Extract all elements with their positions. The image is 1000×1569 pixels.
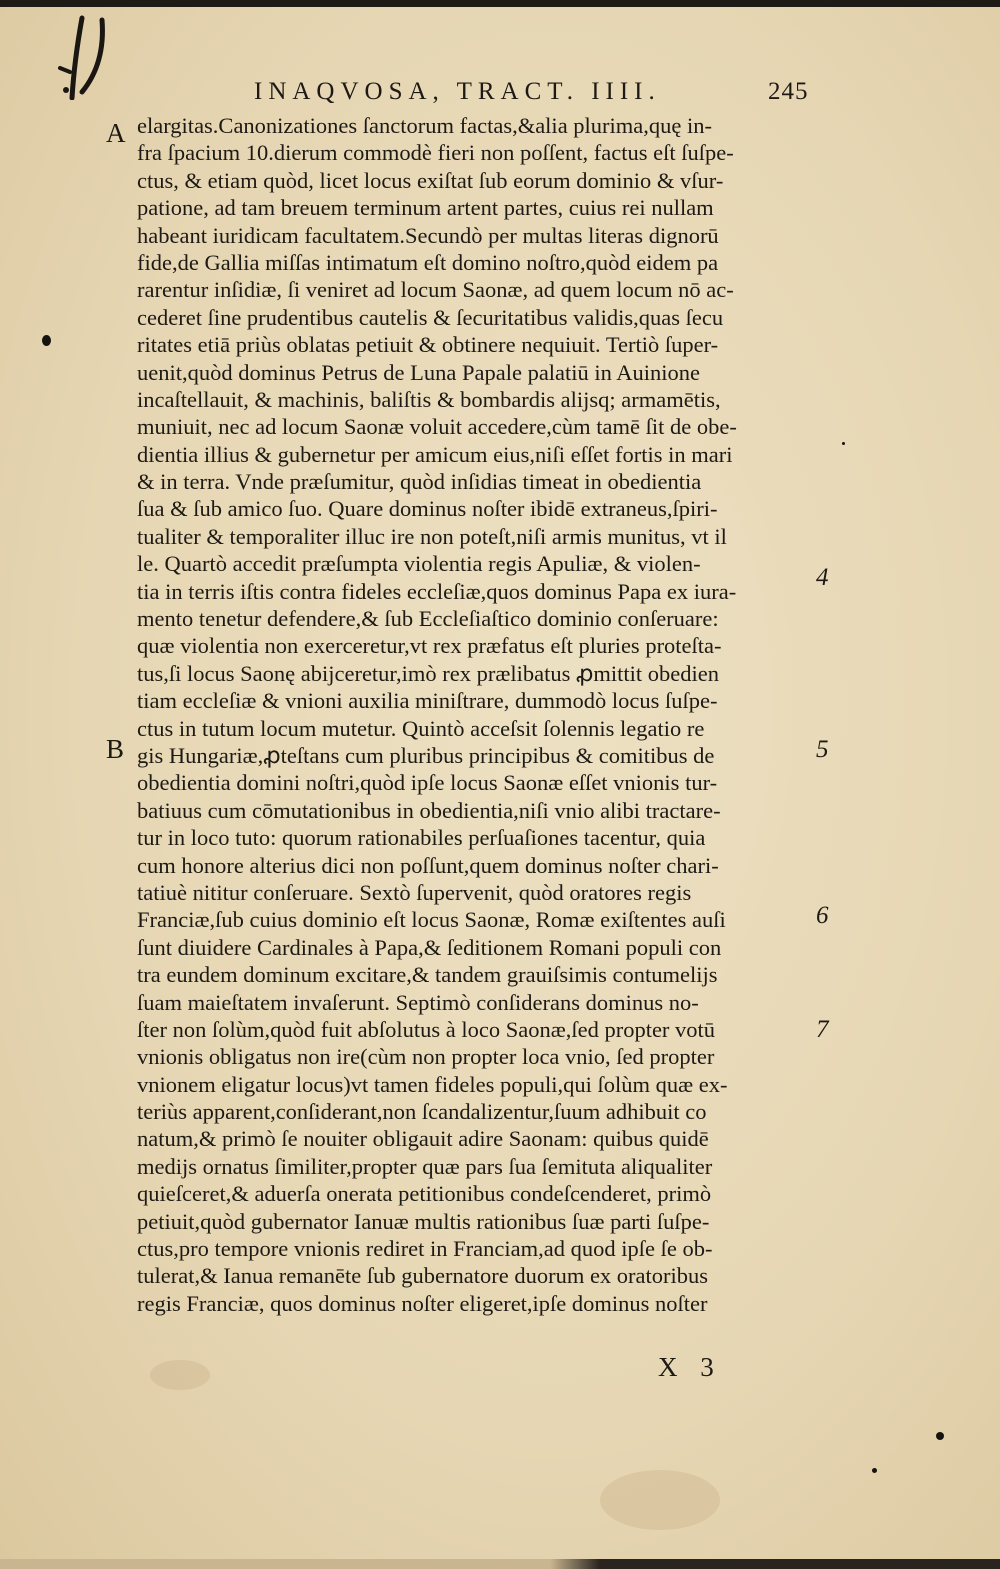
- text-line: habeant iuridicam facultatem.Secundò per multas literas dignorū: [137, 222, 719, 248]
- text-line: natum,& primò ſe nouiter obligauit adire Saonam: quibus quidē: [137, 1126, 709, 1152]
- text-line: gis Hungariæ,ꝓteſtans cum pluribus principibus & comitibus de: [137, 742, 715, 768]
- text-line: tra eundem dominum excitare,& tandem grauiſsimis contumelijs: [137, 962, 718, 988]
- text-line: tia in terris iſtis contra fideles eccleſiæ,quos dominus Papa ex iura-: [137, 578, 737, 604]
- ink-spot: [936, 1432, 944, 1440]
- text-line: ctus in tutum locum mutetur. Quintò acceſsit ſolennis legatio re: [137, 715, 705, 741]
- text-line: & in terra. Vnde præſumitur, quòd inſidias timeat in obedientia: [137, 469, 702, 495]
- text-line: dientia illius & gubernetur per amicum eius,niſi eſſet fortis in mari: [137, 441, 733, 467]
- ink-spot: [872, 1468, 877, 1473]
- section-marker-a: A: [106, 118, 126, 148]
- paper-stain: [150, 1360, 210, 1390]
- text-line: ſter non ſolùm,quòd fuit abſolutus à loco Saonæ,ſed propter votū: [137, 1016, 716, 1042]
- text-line: fra ſpacium 10.dierum commodè fieri non poſſent, factus eſt ſuſpe-: [137, 140, 734, 166]
- text-line: regis Franciæ, quos dominus noſter eligeret,ipſe dominus noſter: [137, 1290, 708, 1316]
- text-line: medijs ornatus ſimiliter,propter quæ pars ſua ſemituta aliqualiter: [137, 1153, 713, 1179]
- section-marker-b: B: [106, 734, 125, 764]
- page-number: 245: [768, 78, 809, 105]
- ink-spot: [42, 335, 51, 346]
- text-line: patione, ad tam breuem terminum artent partes, cuius rei nullam: [137, 195, 714, 221]
- text-line: uenit,quòd dominus Petrus de Luna Papale palatiū in Auinione: [137, 359, 701, 385]
- text-line: ctus,pro tempore vnionis rediret in Franciam,ad quod ipſe ſe ob-: [137, 1236, 713, 1262]
- text-line: tatiuè nititur conſeruare. Sextò ſupervenit, quòd oratores regis: [137, 879, 692, 905]
- text-line: tualiter & temporaliter illuc ire non poteſt,niſi armis munitus, vt il: [137, 523, 727, 549]
- text-line: ctus, & etiam quòd, licet locus exiſtat ſub eorum dominio & vſur-: [137, 167, 724, 193]
- text-line: batiuus cum cōmutationibus in obedientia,niſi vnio alibi tractare-: [137, 797, 721, 823]
- page-bottom-edge: [0, 1559, 1000, 1569]
- text-line: tur in loco tuto: quorum rationabiles perſuaſiones tacentur, quia: [137, 825, 706, 851]
- text-line: petiuit,quòd gubernator Ianuæ multis rationibus ſuæ parti ſuſpe-: [137, 1208, 710, 1234]
- margin-number: 7: [816, 1016, 829, 1043]
- text-line: Franciæ,ſub cuius dominio eſt locus Saonæ, Romæ exiſtentes auſi: [137, 907, 726, 933]
- text-line: obedientia domini noſtri,quòd ipſe locus Saonæ eſſet vnionis tur-: [137, 770, 718, 796]
- body-text: [137, 112, 817, 1317]
- text-line: teriùs apparent,conſiderant,non ſcandalizentur,ſuum adhibuit co: [137, 1099, 707, 1125]
- text-line: ſunt diuidere Cardinales à Papa,& ſeditionem Romani populi con: [137, 934, 722, 960]
- page-top-edge: [0, 0, 1000, 7]
- text-line: tiam eccleſiæ & vnioni auxilia miniſtrare, dummodò locus ſuſpe-: [137, 688, 718, 714]
- text-line: tulerat,& Ianua remanēte ſub gubernatore duorum ex oratoribus: [137, 1263, 709, 1289]
- text-line: le. Quartò accedit præſumpta violentia regis Apuliæ, & violen-: [137, 551, 701, 577]
- text-line: vnionis obligatus non ire(cùm non propter loca vnio, ſed propter: [137, 1044, 715, 1070]
- text-line: tus,ſi locus Saonę abijceretur,imò rex prælibatus ꝓmittit obedien: [137, 660, 720, 686]
- text-line: incaſtellauit, & machinis, baliſtis & bombardis alijsq; armamētis,: [137, 386, 721, 412]
- paper-stain: [600, 1470, 720, 1530]
- text-line: cederet ſine prudentibus cautelis & ſecuritatibus validis,quas ſecu: [137, 304, 724, 330]
- margin-number: 5: [816, 736, 829, 763]
- text-line: rarentur inſidiæ, ſi veniret ad locum Saonæ, ad quem locum nō ac-: [137, 277, 734, 303]
- text-line: cum honore alterius dici non poſſunt,quem dominus noſter chari-: [137, 852, 719, 878]
- running-head: [0, 78, 1000, 112]
- text-line: ſuam maieſtatem invaſerunt. Septimò conſiderans dominus no-: [137, 989, 699, 1015]
- text-line: ſua & ſub amico ſuo. Quare dominus noſter ibidē extraneus,ſpiri-: [137, 496, 718, 522]
- signature-mark: X 3: [658, 1352, 722, 1382]
- text-line: ritates etiā priùs oblatas petiuit & obtinere nequiuit. Tertiò ſuper-: [137, 332, 719, 358]
- text-line: muniuit, nec ad locum Saonæ voluit accedere,cùm tamē ſit de obe-: [137, 414, 737, 440]
- text-line: elargitas.Canonizationes ſanctorum factas,&alia plurima,quę in-: [137, 113, 713, 138]
- running-title: INAQVOSA, TRACT. IIII.: [254, 78, 661, 105]
- text-line: quæ violentia non exerceretur,vt rex præfatus eſt pluries proteſta-: [137, 633, 722, 659]
- ink-spot: [842, 442, 845, 445]
- text-line: fide,de Gallia miſſas intimatum eſt domino noſtro,quòd eidem pa: [137, 249, 719, 275]
- margin-number: 4: [816, 564, 829, 591]
- text-line: quieſceret,& aduerſa onerata petitionibus condeſcenderet, primò: [137, 1181, 712, 1207]
- text-line: vnionem eligatur locus)vt tamen fideles populi,qui ſolùm quæ ex-: [137, 1071, 728, 1097]
- text-line: mento tenetur defendere,& ſub Eccleſiaſtico dominio conſeruare:: [137, 606, 719, 632]
- margin-number: 6: [816, 902, 829, 929]
